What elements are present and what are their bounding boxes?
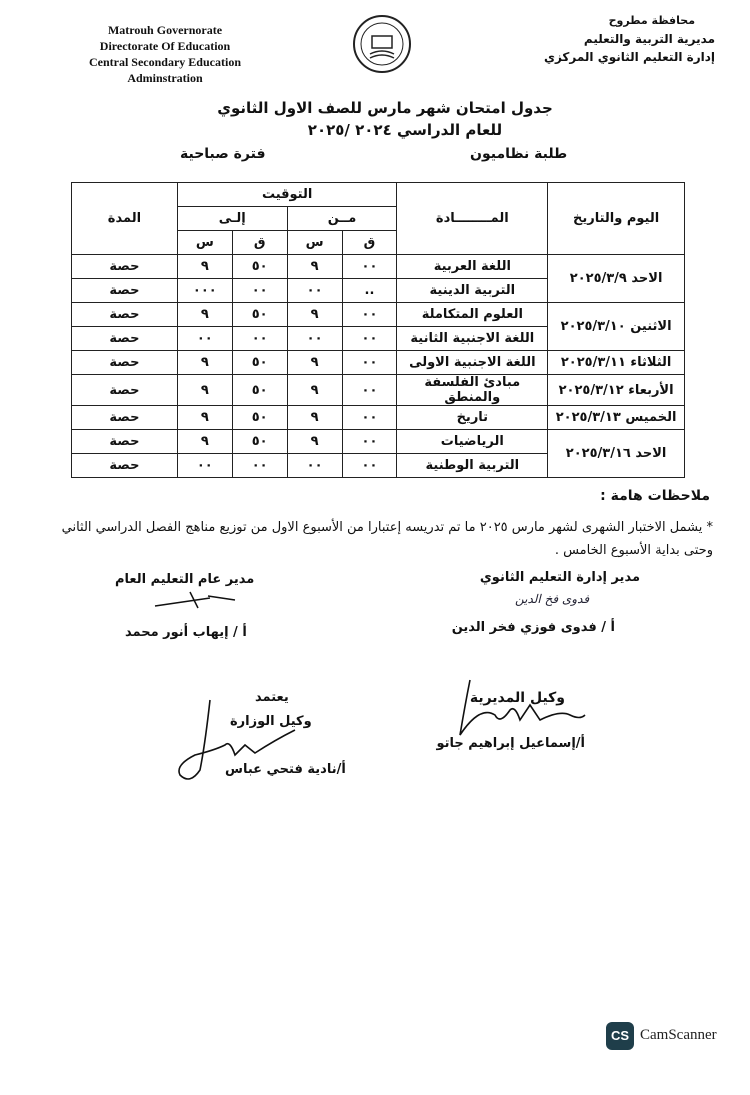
table-row <box>72 351 685 375</box>
duration-cell: حصة <box>72 375 178 406</box>
duration-cell: حصة <box>72 303 178 327</box>
day-date-cell: الأربعاء ٢٠٢٥/٣/١٢ <box>548 375 685 406</box>
to-minutes-cell: ٥٠ <box>232 303 287 327</box>
to-hours-header: س <box>177 231 232 255</box>
from-hours-cell: ٠٠ <box>287 327 342 351</box>
to-minutes-header: ق <box>232 231 287 255</box>
from-minutes-cell: .. <box>342 279 397 303</box>
camscanner-label: CamScanner <box>640 1027 717 1043</box>
notes-text: * يشمل الاختبار الشهرى لشهر مارس ٢٠٢٥ ما تم تدريسه إعتبارا من الأسبوع الاول من توزيع مناهج الفصل الدراسي الثاني وحتى بداية الأسبوع الخامس . <box>61 520 713 558</box>
from-minutes-cell: ٠٠ <box>342 375 397 406</box>
from-minutes-cell: ٠٠ <box>342 454 397 478</box>
table-row <box>72 255 685 279</box>
deputy-minister-title: وكيل الوزارة <box>230 714 312 729</box>
subject-cell: اللغة الاجنبية الثانية <box>397 327 548 351</box>
governorate-en: Matrouh Governorate <box>107 23 223 37</box>
deputy-minister-signature <box>165 695 315 795</box>
day-date-cell: الاثنين ٢٠٢٥/٣/١٠ <box>548 303 685 351</box>
from-minutes-cell: ٠٠ <box>342 303 397 327</box>
col-day-header: اليوم والتاريخ <box>548 183 685 255</box>
to-minutes-cell: ٥٠ <box>232 430 287 454</box>
to-hours-cell: ٠٠ <box>177 327 232 351</box>
duration-cell: حصة <box>72 279 178 303</box>
general-manager-name: أ / إيهاب أنور محمد <box>125 625 247 640</box>
from-hours-cell: ٩ <box>287 375 342 406</box>
from-hours-cell: ٩ <box>287 303 342 327</box>
duration-cell: حصة <box>72 454 178 478</box>
subject-cell: التربية الدينية <box>397 279 548 303</box>
from-hours-cell: ٩ <box>287 255 342 279</box>
to-hours-cell: ٩ <box>177 351 232 375</box>
general-manager-signature <box>150 588 240 612</box>
to-hours-cell: ٩ <box>177 375 232 406</box>
header-arabic <box>520 12 715 66</box>
administration-ar: إدارة التعليم الثانوي المركزي <box>543 50 715 64</box>
subject-cell: الرياضيات <box>397 430 548 454</box>
subject-cell: اللغة العربية <box>397 255 548 279</box>
duration-cell: حصة <box>72 327 178 351</box>
subject-cell: العلوم المتكاملة <box>397 303 548 327</box>
governorate-ar: محافظة مطروح <box>608 14 695 27</box>
to-hours-cell: ٩ <box>177 406 232 430</box>
day-date-cell: الثلاثاء ٢٠٢٥/٣/١١ <box>548 351 685 375</box>
period-label: فترة صباحية <box>180 146 266 162</box>
col-to-header: إلـى <box>177 207 287 231</box>
to-hours-cell: ٩ <box>177 255 232 279</box>
subject-cell: التربية الوطنية <box>397 454 548 478</box>
col-duration-header: المدة <box>72 183 178 255</box>
to-minutes-cell: ٥٠ <box>232 406 287 430</box>
to-minutes-cell: ٥٠ <box>232 375 287 406</box>
secondary-manager-title: مدير إدارة التعليم الثانوي <box>479 570 640 585</box>
table-row <box>72 430 685 454</box>
administration-en: Central Secondary Education Adminstration <box>88 55 241 85</box>
deputy-minister-name: أ/نادية فتحي عباس <box>225 762 346 777</box>
camscanner-logo-icon: CS <box>606 1022 634 1050</box>
to-minutes-cell: ٥٠ <box>232 351 287 375</box>
from-minutes-cell: ٠٠ <box>342 327 397 351</box>
schedule-title <box>200 97 570 141</box>
duration-cell: حصة <box>72 430 178 454</box>
table-header-row <box>72 183 685 207</box>
general-manager-title: مدير عام التعليم العام <box>115 572 255 587</box>
from-minutes-cell: ٠٠ <box>342 255 397 279</box>
notes-heading: ملاحظات هامة : <box>600 488 710 504</box>
from-minutes-cell: ٠٠ <box>342 406 397 430</box>
to-minutes-cell: ٥٠ <box>232 255 287 279</box>
deputy-directorate-title: وكيل المديرية <box>469 690 565 706</box>
duration-cell: حصة <box>72 406 178 430</box>
to-hours-cell: ٠٠٠ <box>177 279 232 303</box>
header-english <box>70 22 260 86</box>
ministry-seal-icon <box>352 14 412 74</box>
subject-cell: مبادئ الفلسفة والمنطق <box>397 375 548 406</box>
from-minutes-header: ق <box>342 231 397 255</box>
students-label: طلبة نظاميون <box>470 146 568 162</box>
day-date-cell: الخميس ٢٠٢٥/٣/١٣ <box>548 406 685 430</box>
day-date-cell: الاحد ٢٠٢٥/٣/٩ <box>548 255 685 303</box>
title-line-1: جدول امتحان شهر مارس للصف الاول الثانوي <box>217 99 553 117</box>
from-hours-header: س <box>287 231 342 255</box>
to-minutes-cell: ٠٠ <box>232 279 287 303</box>
exam-schedule-table <box>71 182 685 478</box>
table-row <box>72 303 685 327</box>
secondary-manager-name: أ / فدوى فوزي فخر الدين <box>451 620 615 635</box>
deputy-directorate-name: أ/إسماعيل إبراهيم جاتو <box>436 736 585 751</box>
to-hours-cell: ٠٠ <box>177 454 232 478</box>
from-hours-cell: ٩ <box>287 406 342 430</box>
subject-cell: اللغة الاجنبية الاولى <box>397 351 548 375</box>
to-minutes-cell: ٠٠ <box>232 327 287 351</box>
from-minutes-cell: ٠٠ <box>342 351 397 375</box>
approved-label: يعتمد <box>255 690 289 705</box>
directorate-en: Directorate Of Education <box>99 39 231 53</box>
to-minutes-cell: ٠٠ <box>232 454 287 478</box>
directorate-ar: مديرية التربية والتعليم <box>583 32 715 46</box>
duration-cell: حصة <box>72 351 178 375</box>
to-hours-cell: ٩ <box>177 430 232 454</box>
title-line-2: للعام الدراسي ٢٠٢٤ /٢٠٢٥ <box>307 121 503 139</box>
from-hours-cell: ٩ <box>287 351 342 375</box>
day-date-cell: الاحد ٢٠٢٥/٣/١٦ <box>548 430 685 478</box>
from-minutes-cell: ٠٠ <box>342 430 397 454</box>
table-row <box>72 406 685 430</box>
handwritten-name: فدوى فخ الدين <box>515 592 590 606</box>
subject-cell: تاريخ <box>397 406 548 430</box>
col-from-header: مــن <box>287 207 397 231</box>
table-row <box>72 375 685 406</box>
from-hours-cell: ٠٠ <box>287 454 342 478</box>
duration-cell: حصة <box>72 255 178 279</box>
to-hours-cell: ٩ <box>177 303 232 327</box>
col-timing-header: التوقيت <box>177 183 397 207</box>
col-subject-header: المــــــــادة <box>397 183 548 255</box>
from-hours-cell: ٩ <box>287 430 342 454</box>
from-hours-cell: ٠٠ <box>287 279 342 303</box>
